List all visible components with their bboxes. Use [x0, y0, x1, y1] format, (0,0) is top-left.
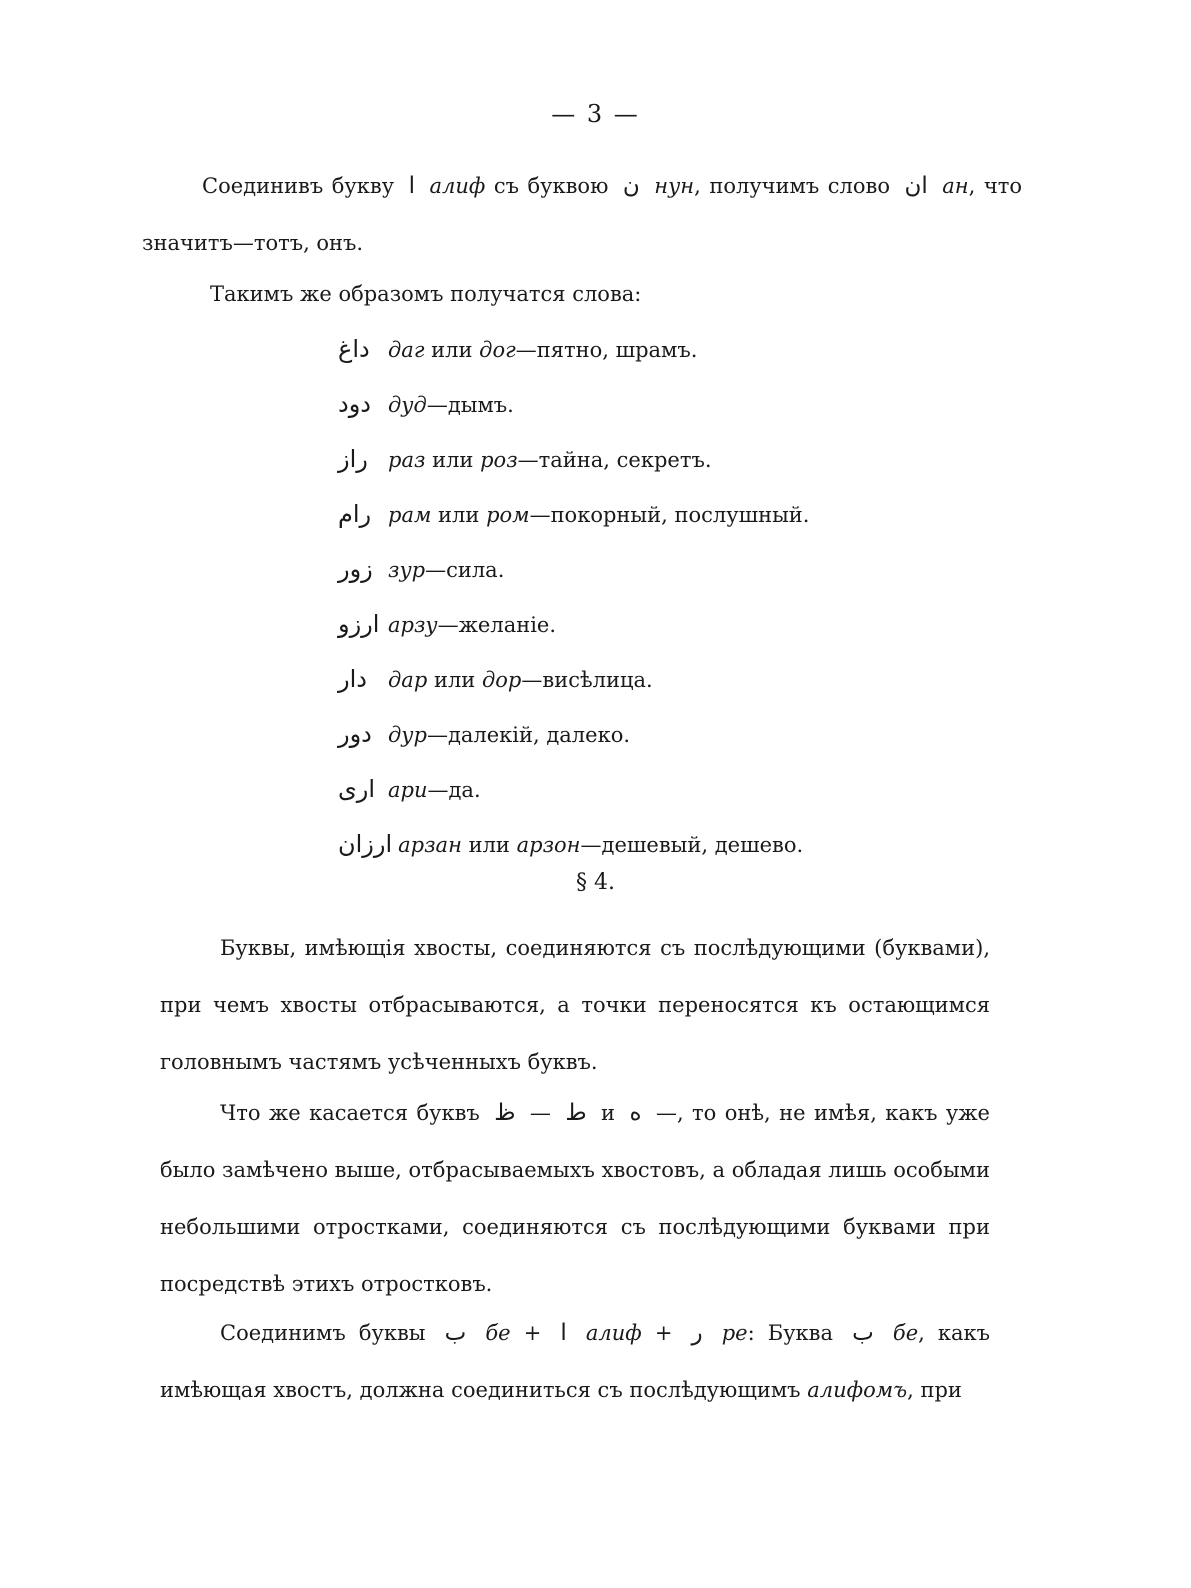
transliteration: дар: [388, 668, 428, 692]
intro-text-1: Соединивъ букву: [202, 174, 395, 198]
p5-text-4: , при: [907, 1378, 962, 1402]
word-row: [338, 817, 938, 872]
p5-text-1: Соединимъ буквы: [220, 1321, 426, 1345]
word-row: [338, 707, 938, 762]
translation-text: —далекій, далеко.: [426, 723, 631, 747]
translation-text: —желаніе.: [437, 613, 557, 637]
arabic-word: دار: [338, 665, 367, 693]
word-row: [338, 432, 938, 487]
arabic-letter-be: ب: [444, 1320, 467, 1346]
word-row: [338, 597, 938, 652]
translation-text: —дымъ.: [426, 393, 514, 417]
p4-dash: —: [529, 1101, 551, 1125]
arabic-letter-alif-2: ا: [560, 1320, 567, 1346]
arabic-letter-ta: ط: [565, 1100, 587, 1126]
arabic-letter-be-2: ب: [852, 1320, 874, 1346]
arabic-word-an: ان: [904, 173, 928, 199]
p5-plus-1: +: [523, 1321, 542, 1345]
transliteration: рам: [388, 503, 432, 527]
transliteration: дог: [479, 338, 516, 362]
translation-text: —висѣлица.: [521, 668, 653, 692]
section-heading: § 4.: [576, 870, 615, 895]
arabic-word: دور: [338, 720, 372, 748]
transliteration: арзу: [388, 613, 438, 637]
arabic-word: رام: [338, 500, 372, 528]
transliteration: арзан: [398, 833, 462, 857]
paragraph-join-example: [160, 1305, 990, 1419]
transliteration: дуд: [388, 393, 427, 417]
translation-text: —да.: [427, 778, 481, 802]
intro-text-3: , получимъ слово: [694, 174, 890, 198]
arabic-word: ارزو: [338, 610, 380, 638]
word-list: [338, 322, 938, 872]
transliteration: дор: [481, 668, 522, 692]
intro-italic-2: нун: [654, 174, 695, 198]
intro-italic-1: алиф: [429, 174, 486, 198]
word-row: [338, 652, 938, 707]
translation-text: или: [427, 668, 482, 692]
word-row: [338, 487, 938, 542]
p5-italic-1: бе: [485, 1321, 511, 1345]
arabic-letter-nun: ن: [622, 173, 640, 199]
p5-italic-5: алифомъ: [807, 1378, 908, 1402]
paragraph-exceptions: [160, 1085, 990, 1313]
p5-italic-3: ре: [721, 1321, 748, 1345]
transliteration: раз: [388, 448, 426, 472]
arabic-word: ارزان: [338, 830, 393, 858]
arabic-letter-re: ر: [691, 1320, 703, 1346]
translation-text: или: [424, 338, 480, 362]
arabic-letter-alif: ا: [408, 173, 415, 199]
translation-text: —дешевый, дешево.: [580, 833, 804, 857]
intro-paragraph: [142, 158, 1022, 272]
intro-text-2: съ буквою: [493, 174, 609, 198]
p5-plus-2: +: [654, 1321, 673, 1345]
translation-text: —покорный, послушный.: [529, 503, 810, 527]
translation-text: или: [431, 503, 487, 527]
intro-italic-3: ан: [942, 174, 969, 198]
arabic-word: داغ: [338, 335, 370, 363]
arabic-word: زور: [338, 555, 373, 583]
word-row: [338, 377, 938, 432]
arabic-word: ارى: [338, 775, 376, 803]
translation-text: —тайна, секретъ.: [517, 448, 712, 472]
translation-text: —пятно, шрамъ.: [515, 338, 698, 362]
word-row: [338, 322, 938, 377]
transliteration: арзон: [516, 833, 581, 857]
p5-text-2: : Буква: [747, 1321, 834, 1345]
page-number: — 3 —: [551, 100, 640, 128]
p5-text-3: , какъ имѣющая хвостъ, должна соединиться съ послѣдующимъ: [160, 1321, 991, 1402]
translation-text: —сила.: [425, 558, 505, 582]
word-row: [338, 762, 938, 817]
arabic-word: راز: [338, 445, 368, 473]
transliteration: дур: [388, 723, 427, 747]
arabic-word: دود: [338, 390, 371, 418]
paragraph-tails: Буквы, имѣющія хвосты, соединяются съ послѣдующими (буквами), при чемъ хвосты отбрасываются, а точки переносятся къ остающимся головнымъ частямъ усѣченныхъ буквъ.: [160, 936, 990, 1074]
transliteration: ром: [486, 503, 530, 527]
intro-text-4: , что значитъ—тотъ, онъ.: [142, 174, 1022, 255]
transliteration: ари: [388, 778, 428, 802]
p4-text-2: —, то онѣ, не имѣя, какъ уже было замѣчено выше, отбрасываемыхъ хвостовъ, а обладая лишь особыми небольшими отростками, соединяются съ послѣдующими буквами при посредствѣ этихъ отростковъ.: [160, 1101, 990, 1296]
transliteration: даг: [388, 338, 425, 362]
lead-sentence: Такимъ же образомъ получатся слова:: [210, 282, 642, 306]
p5-italic-4: бе: [892, 1321, 919, 1345]
p4-text-1: Что же касается буквъ: [220, 1101, 480, 1125]
p5-italic-2: алиф: [585, 1321, 642, 1345]
transliteration: зур: [388, 558, 426, 582]
transliteration: роз: [480, 448, 518, 472]
arabic-letter-ha: ه: [629, 1100, 642, 1126]
word-row: [338, 542, 938, 597]
translation-text: или: [425, 448, 481, 472]
translation-text: или: [461, 833, 517, 857]
arabic-letter-za: ظ: [494, 1100, 516, 1126]
p4-and: и: [601, 1101, 616, 1125]
